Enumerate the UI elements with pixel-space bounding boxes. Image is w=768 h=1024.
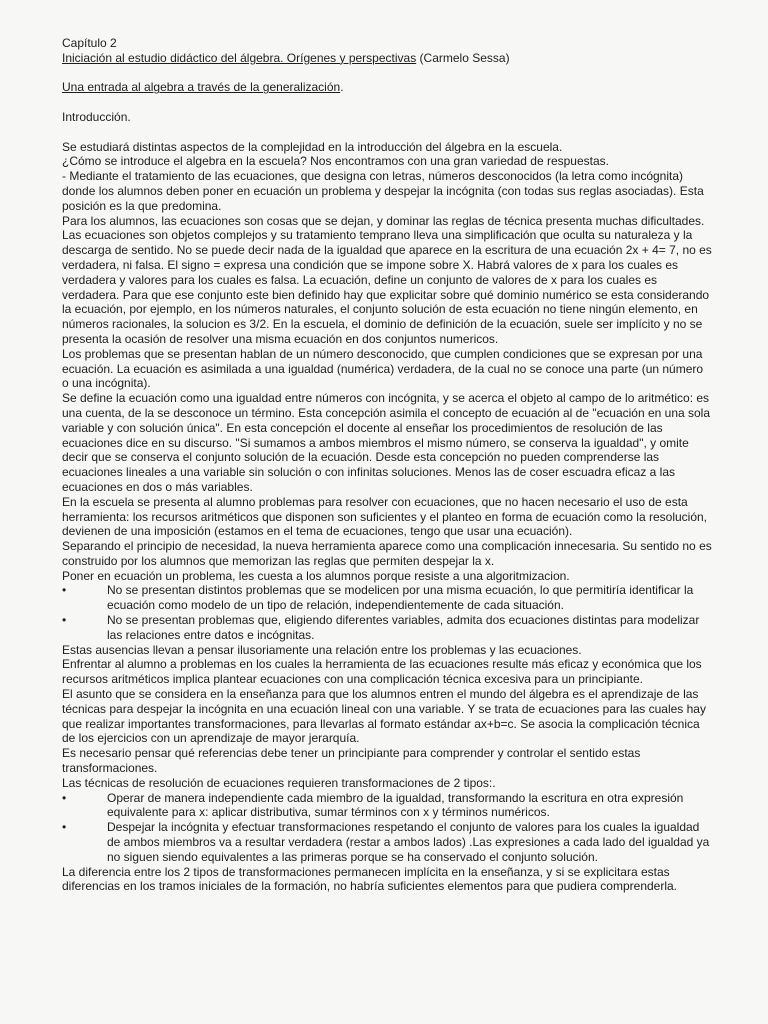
paragraph: Poner en ecuación un problema, les cuesta a los alumnos porque resiste a una algoritmizacion.	[62, 568, 570, 583]
paragraph: Los problemas que se presentan hablan de un número desconocido, que cumplen condiciones que se expresan por una ecuación. La ecuación es asimilada a una igualdad (numérica) verdadera, de la cual no se conoce una parte (un número o una incógnita).	[62, 346, 704, 391]
author-name: (Carmelo Sessa)	[419, 50, 510, 65]
bullet-text: No se presentan problemas que, eligiendo diferentes variables, admita dos ecuaciones distintas para modelizar las relaciones entre datos e incógnitas.	[107, 613, 700, 642]
bullet-icon: •	[62, 820, 67, 835]
paragraph: Separando el principio de necesidad, la nueva herramienta aparece como una complicación innecesaria. Su sentido no es construido por los alumnos que memorizan las reglas que permiten despejar la x.	[62, 539, 712, 568]
paragraph: Estas ausencias llevan a pensar ilusoriamente una relación entre los problemas y las ecuaciones.	[62, 642, 582, 657]
bullet-icon: •	[62, 790, 67, 805]
bullet-icon: •	[62, 613, 67, 628]
section-heading: Una entrada al algebra a través de la generalización.	[62, 80, 344, 95]
paragraph: ¿Cómo se introduce el algebra en la escuela? Nos encontramos con una gran variedad de respuestas.	[62, 154, 609, 169]
bullet-item	[62, 583, 712, 613]
paragraph: Enfrentar al alumno a problemas en los cuales la herramienta de las ecuaciones resulte más eficaz y económica que los recursos aritméticos implica plantear ecuaciones con una complicación técnica excesiva para un principiante.	[62, 657, 702, 687]
chapter-label: Capítulo 2	[62, 36, 117, 50]
paragraph: - Mediante el tratamiento de las ecuaciones, que designa con letras, números desconocidos (la letra como incógnita) donde los alumnos deben poner en ecuación un problema y despejar la incógnita (con todas sus reglas asociadas). Esta posición es la que predomina.	[62, 169, 704, 213]
bullet-icon: •	[62, 583, 67, 598]
intro-heading: Introducción.	[62, 109, 131, 124]
bullet-text: Despejar la incógnita y efectuar transformaciones respetando el conjunto de valores para los cuales la igualdad de ambos miembros va a resultar verdadera (restar a ambos lados) .Las expresiones a cada lado del igualdad ya no siguen siendo equivalentes a las primeras porque se ha conservado el conjunto solución.	[107, 820, 710, 864]
book-title: Iniciación al estudio didáctico del álgebra. Orígenes y perspectivas	[62, 50, 417, 65]
bullet-text: Operar de manera independiente cada miembro de la igualdad, transformando la escritura en otra expresión equivalente para x: aplicar distributiva, sumar términos con x y términos numéricos.	[107, 790, 684, 820]
paragraph: Se estudiará distintas aspectos de la complejidad en la introducción del álgebra en la escuela.	[62, 139, 563, 154]
bullet-text: No se presentan distintos problemas que se modelicen por una misma ecuación, lo que permitiría identificar la ecuación como modelo de un tipo de relación, independientemente de cada situación.	[107, 583, 694, 613]
paragraph: El asunto que se considera en la enseñanza para que los alumnos entren el mundo del álgebra es el aprendizaje de las técnicas para despejar la incógnita en una ecuación lineal con una variable. Y se trata de ecuaciones para las cuales hay que realizar importantes transformaciones, para llevarlas al formato estándar ax+b=c. Se asocia la complicación técnica de los ejercicios con un aprendizaje de mayor jerarquía.	[62, 687, 706, 746]
paragraph: Para los alumnos, las ecuaciones son cosas que se dejan, y dominar las reglas de técnica presenta muchas dificultades.	[62, 213, 705, 228]
paragraph: La diferencia entre los 2 tipos de transformaciones permanecen implícita en la enseñanza, y si se explicitara estas diferencias en los tramos iniciales de la formación, no habría suficientes elementos para que pudiera comprenderla.	[62, 864, 678, 894]
document-body	[62, 36, 712, 894]
paragraph: En la escuela se presenta al alumno problemas para resolver con ecuaciones, que no hacen necesario el uso de esta herramienta: los recursos aritméticos que disponen son suficientes y el planteo en forma de ecuación como la resolución, devienen de una imposición (estamos en el tema de ecuaciones, tengo que usar una ecuación).	[62, 494, 708, 539]
paragraph: Las ecuaciones son objetos complejos y su tratamiento temprano lleva una simplificación que oculta su naturaleza y la descarga de sentido. No se puede decir nada de la igualdad que aparece en la escritura de una ecuación 2x + 4= 7, no es verdadera, ni falsa. El signo = expresa una condición que se impone sobre X. Habrá valores de x para los cuales es verdadera y valores para los cuales es falsa. La ecuación, define un conjunto de valores de x para los cuales es verdadera. Para que ese conjunto este bien definido hay que explicitar sobre qué dominio numérico se esta considerando la ecuación, por ejemplo, en los números naturales, el conjunto solución de esta ecuación no tiene ningún elemento, en números racionales, la solucion es 3/2. En la escuela, el dominio de definición de la ecuación, suele ser implícito y no se presenta la ocasión de resolver una misma ecuación en dos conjuntos numericos.	[62, 228, 712, 346]
book-reference	[62, 51, 712, 66]
paragraph: Las técnicas de resolución de ecuaciones requieren transformaciones de 2 tipos:.	[62, 775, 496, 790]
paragraph: Es necesario pensar qué referencias debe tener un principiante para comprender y controlar el sentido estas transformaciones.	[62, 746, 641, 776]
section-title: Una entrada al algebra a través de la generalización	[62, 80, 341, 95]
bullet-item	[62, 791, 712, 821]
bullet-item	[62, 820, 712, 864]
bullet-item	[62, 613, 712, 643]
paragraph: Se define la ecuación como una igualdad entre números con incógnita, y se acerca el objeto al campo de lo aritmético: es una cuenta, de la se desconoce un término. Esta concepción asimila el concepto de ecuación al de "ecuación en una sola variable y con solución única". En esta concepción el docente al enseñar los procedimientos de resolución de las ecuaciones dice en su discurso. "Si sumamos a ambos miembros el mismo número, se conserva la igualdad", y omite decir que se conserva el conjunto solución de la ecuación. Desde esta concepción no pueden comprenderse las ecuaciones lineales a una variable sin solución o con infinitas soluciones. Menos las de coser escuadra eficaz a las ecuaciones en dos o más variables.	[62, 391, 711, 494]
